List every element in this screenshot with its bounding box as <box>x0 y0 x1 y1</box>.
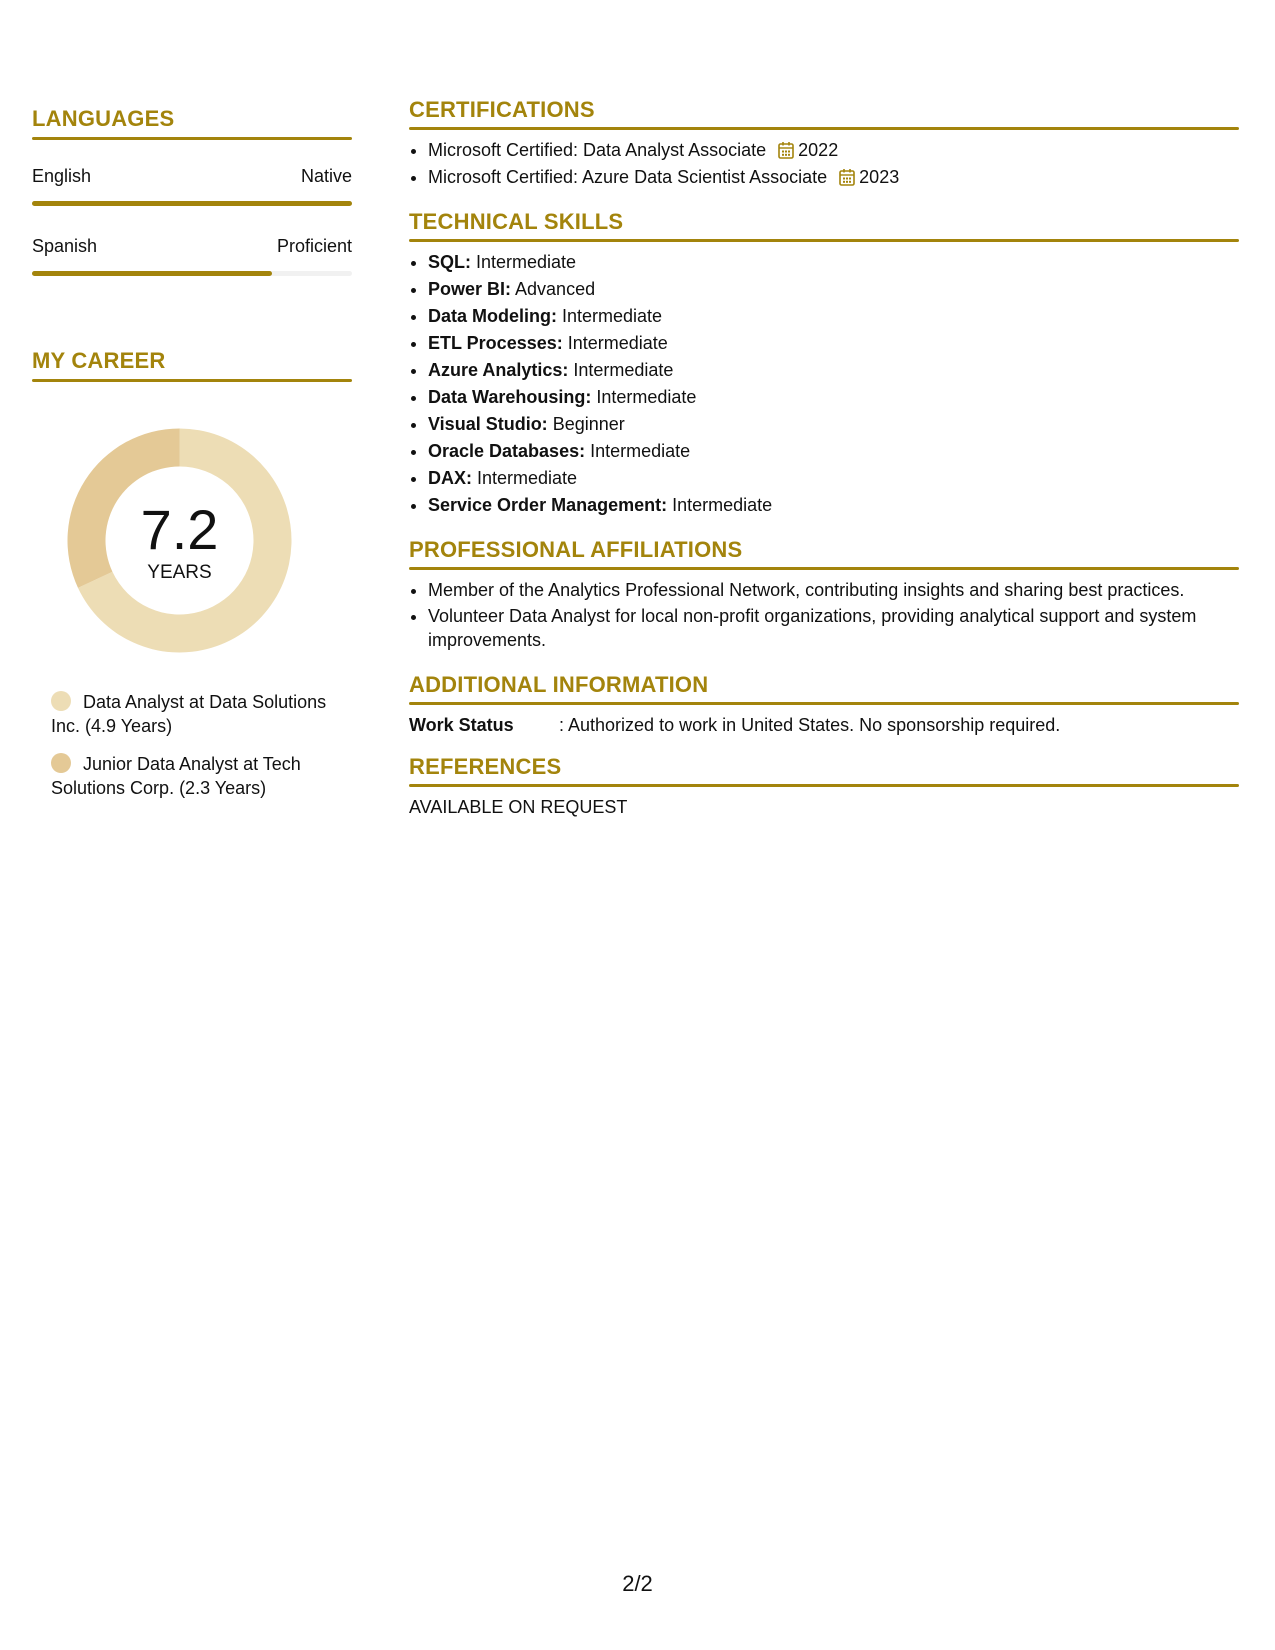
career-total-value: 7.2 <box>140 498 219 561</box>
skill-item <box>428 385 1239 409</box>
skill-level: Intermediate <box>590 441 691 461</box>
affiliations-section <box>409 539 1239 655</box>
language-level: Proficient <box>276 236 352 256</box>
legend-dot <box>51 691 71 711</box>
skill-item <box>428 412 1239 436</box>
certification-name: Microsoft Certified: Data Analyst Associate <box>428 140 767 160</box>
affiliation-item: • Volunteer Data Analyst for local non-profit organizations, providing analytical support and system improvements. <box>428 604 1239 652</box>
language-proficiency-fill <box>32 201 352 206</box>
skill-name: Oracle Databases: <box>428 441 586 461</box>
references-heading: REFERENCES <box>409 754 562 779</box>
certification-item <box>428 165 1239 189</box>
language-name: Spanish <box>32 236 98 256</box>
language-name: English <box>32 166 92 186</box>
career-donut-chart <box>67 428 292 653</box>
language-spanish <box>32 237 352 276</box>
additional-section <box>409 674 1239 737</box>
skill-level: Intermediate <box>573 360 674 380</box>
skill-item <box>428 277 1239 301</box>
skill-level: Intermediate <box>672 495 773 515</box>
skill-item <box>428 331 1239 355</box>
skills-section <box>409 211 1239 520</box>
references-text: AVAILABLE ON REQUEST <box>409 797 628 817</box>
affiliations-heading: PROFESSIONAL AFFILIATIONS <box>409 537 743 562</box>
career-total-unit: YEARS <box>147 562 212 583</box>
career-rule <box>32 379 352 382</box>
skill-name: Power BI: <box>428 279 512 299</box>
career-role-label: Junior Data Analyst at Tech Solutions Corp. (2.3 Years) <box>51 754 301 798</box>
work-status-value: : Authorized to work in United States. No sponsorship required. <box>559 715 1061 735</box>
certification-item <box>428 138 1239 162</box>
skill-item <box>428 493 1239 517</box>
skill-level: Beginner <box>552 414 625 434</box>
page-number: 2/2 <box>622 1571 653 1596</box>
career-role-label: Data Analyst at Data Solutions Inc. (4.9 Years) <box>51 692 327 736</box>
skill-name: Data Warehousing: <box>428 387 592 407</box>
certifications-rule <box>409 127 1239 130</box>
career-legend-item <box>51 690 351 738</box>
certifications-heading: CERTIFICATIONS <box>409 97 595 122</box>
language-english <box>32 167 352 206</box>
skill-level: Intermediate <box>562 306 663 326</box>
skill-item <box>428 358 1239 382</box>
references-rule <box>409 784 1239 787</box>
affiliations-rule <box>409 567 1239 570</box>
certification-year: 2023 <box>859 167 900 187</box>
languages-heading: LANGUAGES <box>32 106 175 131</box>
skill-item <box>428 466 1239 490</box>
career-heading: MY CAREER <box>32 348 166 373</box>
skill-name: ETL Processes: <box>428 333 563 353</box>
skills-rule <box>409 239 1239 242</box>
skill-name: Data Modeling: <box>428 306 557 326</box>
language-level: Native <box>300 166 352 186</box>
certifications-list <box>409 138 1239 189</box>
skill-level: Intermediate <box>476 252 577 272</box>
skills-heading: TECHNICAL SKILLS <box>409 209 624 234</box>
skill-item <box>428 439 1239 463</box>
skill-name: SQL: <box>428 252 471 272</box>
skill-item <box>428 304 1239 328</box>
languages-rule <box>32 137 352 140</box>
additional-rule <box>409 702 1239 705</box>
work-status-key: Work Status <box>409 715 514 735</box>
certifications-section <box>409 99 1239 192</box>
skill-name: Azure Analytics: <box>428 360 569 380</box>
legend-dot <box>51 753 71 773</box>
skill-name: Service Order Management: <box>428 495 668 515</box>
references-section <box>409 756 1239 819</box>
skill-item <box>428 250 1239 274</box>
skill-level: Intermediate <box>477 468 578 488</box>
affiliation-item: • Member of the Analytics Professional Network, contributing insights and sharing best practices. <box>428 578 1239 602</box>
affiliations-list <box>409 578 1239 652</box>
skill-name: DAX: <box>428 468 472 488</box>
skill-level: Advanced <box>515 279 596 299</box>
certification-name: Microsoft Certified: Azure Data Scientist Associate <box>428 167 828 187</box>
skill-name: Visual Studio: <box>428 414 548 434</box>
language-proficiency-bar <box>32 271 352 276</box>
additional-heading: ADDITIONAL INFORMATION <box>409 672 709 697</box>
calendar-icon <box>778 141 794 159</box>
language-proficiency-bar <box>32 201 352 206</box>
skill-level: Intermediate <box>567 333 668 353</box>
career-legend-item <box>51 752 351 800</box>
skills-list <box>409 250 1239 517</box>
skill-level: Intermediate <box>596 387 697 407</box>
language-proficiency-fill <box>32 271 272 276</box>
certification-year: 2022 <box>798 140 839 160</box>
work-status-row <box>409 713 1239 737</box>
calendar-icon <box>839 168 855 186</box>
career-total <box>67 428 292 653</box>
